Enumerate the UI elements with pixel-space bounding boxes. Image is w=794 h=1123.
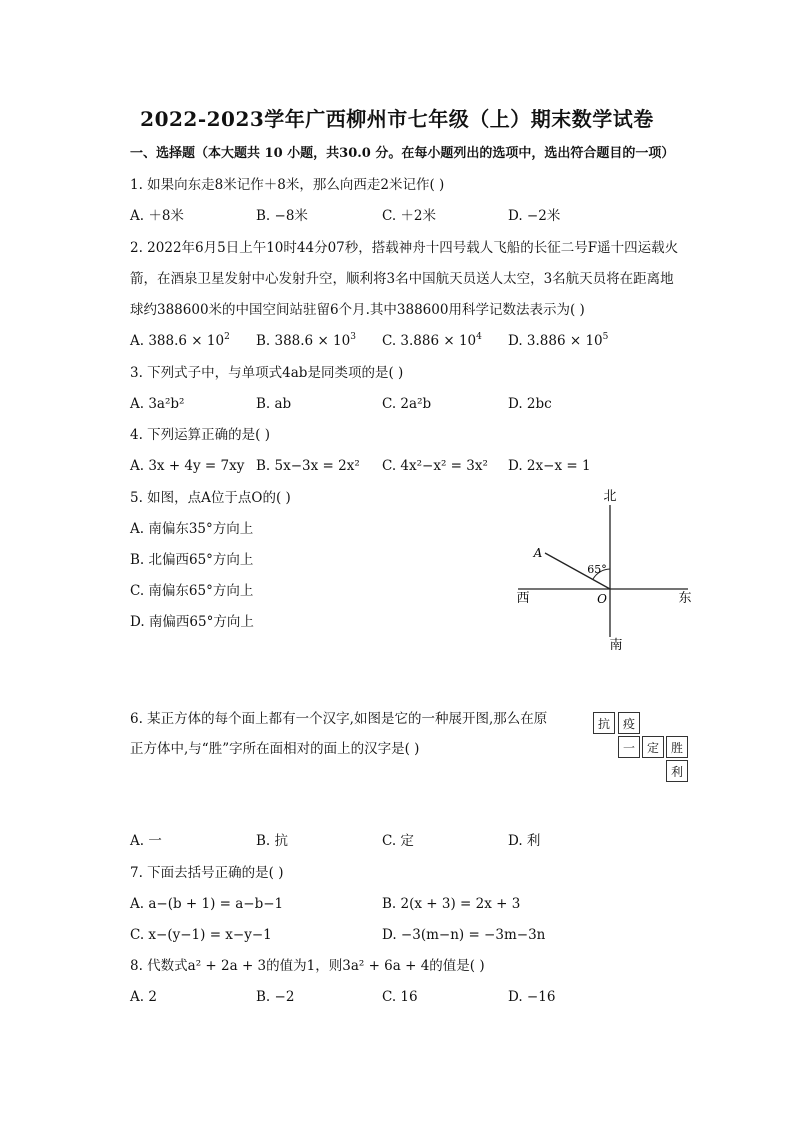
net-cell-1: 抗	[593, 712, 615, 734]
q1-option-c: C. ＋2米	[382, 208, 437, 224]
label-north: 北	[603, 489, 617, 504]
label-angle: 65°	[587, 563, 607, 576]
net-cell-5: 胜	[666, 736, 688, 758]
question-2-line-3: 球约388600米的中国空间站驻留6个月.其中388600用科学记数法表示为( )	[130, 302, 585, 318]
question-5-stem: 5. 如图，点A位于点O的( )	[130, 490, 291, 506]
q7-option-d: D. −3(m−n) = −3m−3n	[382, 927, 546, 943]
q4-option-b: B. 5x−3x = 2x²	[256, 458, 360, 474]
q2-option-d: D. $3.886 \times 10^5$	[508, 332, 609, 349]
question-3-stem: 3. 下列式子中，与单项式4ab是同类项的是( )	[130, 365, 404, 381]
q7-option-a: A. a−(b + 1) = a−b−1	[130, 896, 284, 912]
q4-option-c: C. 4x²−x² = 3x²	[382, 458, 488, 474]
label-east: 东	[678, 591, 692, 606]
q2-option-a: A. $388.6 \times 10^2$	[130, 332, 230, 349]
q5-option-a: A. 南偏东35°方向上	[130, 521, 254, 537]
q5-option-c: C. 南偏东65°方向上	[130, 583, 254, 599]
label-point-a: A	[533, 546, 543, 560]
q1-option-d: D. −2米	[508, 208, 561, 224]
q6-option-b: B. 抗	[256, 833, 289, 849]
section-heading: 一、选择题（本大题共 10 小题，共30.0 分。在每小题列出的选项中，选出符合题目的一项）	[130, 146, 675, 161]
question-6-line-1: 6. 某正方体的每个面上都有一个汉字,如图是它的一种展开图,那么在原	[130, 711, 548, 727]
q3-option-b: B. ab	[256, 396, 292, 412]
net-cell-2: 疫	[618, 712, 640, 734]
q7-option-b: B. 2(x + 3) = 2x + 3	[382, 896, 521, 912]
q8-option-c: C. 16	[382, 989, 418, 1005]
q8-option-d: D. −16	[508, 989, 556, 1005]
q5-option-b: B. 北偏西65°方向上	[130, 552, 254, 568]
q1-option-a: A. ＋8米	[130, 208, 184, 224]
q4-option-d: D. 2x−x = 1	[508, 458, 591, 474]
question-1-stem: 1. 如果向东走8米记作＋8米，那么向西走2米记作( )	[130, 177, 445, 193]
label-west: 西	[516, 591, 530, 606]
label-south: 南	[609, 638, 623, 653]
q2-option-c: C. $3.886 \times 10^4$	[382, 332, 482, 349]
q1-option-b: B. −8米	[256, 208, 308, 224]
q6-option-a: A. 一	[130, 833, 162, 849]
q2-option-b: B. $388.6 \times 10^3$	[256, 332, 356, 349]
q4-option-a: A. 3x + 4y = 7xy	[130, 458, 245, 474]
question-2-line-2: 箭，在酒泉卫星发射中心发射升空，顺利将3名中国航天员送人太空，3名航天员将在距离地	[130, 271, 674, 287]
q6-option-c: C. 定	[382, 833, 414, 849]
cube-net-figure	[590, 710, 694, 785]
question-8-stem: 8. 代数式a² + 2a + 3的值为1，则3a² + 6a + 4的值是( )	[130, 958, 485, 974]
question-2-line-1: 2. 2022年6月5日上午10时44分07秒，搭载神舟十四号载人飞船的长征二号F遥十四运载火	[130, 240, 679, 256]
net-cell-4: 定	[642, 736, 664, 758]
q5-option-d: D. 南偏西65°方向上	[130, 614, 254, 630]
q6-option-d: D. 利	[508, 833, 541, 849]
label-origin: O	[597, 592, 607, 606]
q3-option-a: A. 3a²b²	[130, 396, 185, 412]
q8-option-b: B. −2	[256, 989, 295, 1005]
q8-option-a: A. 2	[130, 989, 157, 1005]
question-4-stem: 4. 下列运算正确的是( )	[130, 427, 270, 443]
q3-option-d: D. 2bc	[508, 396, 552, 412]
exam-title: 2022-2023学年广西柳州市七年级（上）期末数学试卷	[140, 107, 654, 131]
question-7-stem: 7. 下面去括号正确的是( )	[130, 865, 284, 881]
compass-figure	[500, 485, 710, 655]
question-6-line-2: 正方体中,与“胜”字所在面相对的面上的汉字是( )	[130, 741, 420, 757]
net-cell-6: 利	[666, 760, 688, 782]
net-cell-3: 一	[618, 736, 640, 758]
q3-option-c: C. 2a²b	[382, 396, 432, 412]
q7-option-c: C. x−(y−1) = x−y−1	[130, 927, 272, 943]
